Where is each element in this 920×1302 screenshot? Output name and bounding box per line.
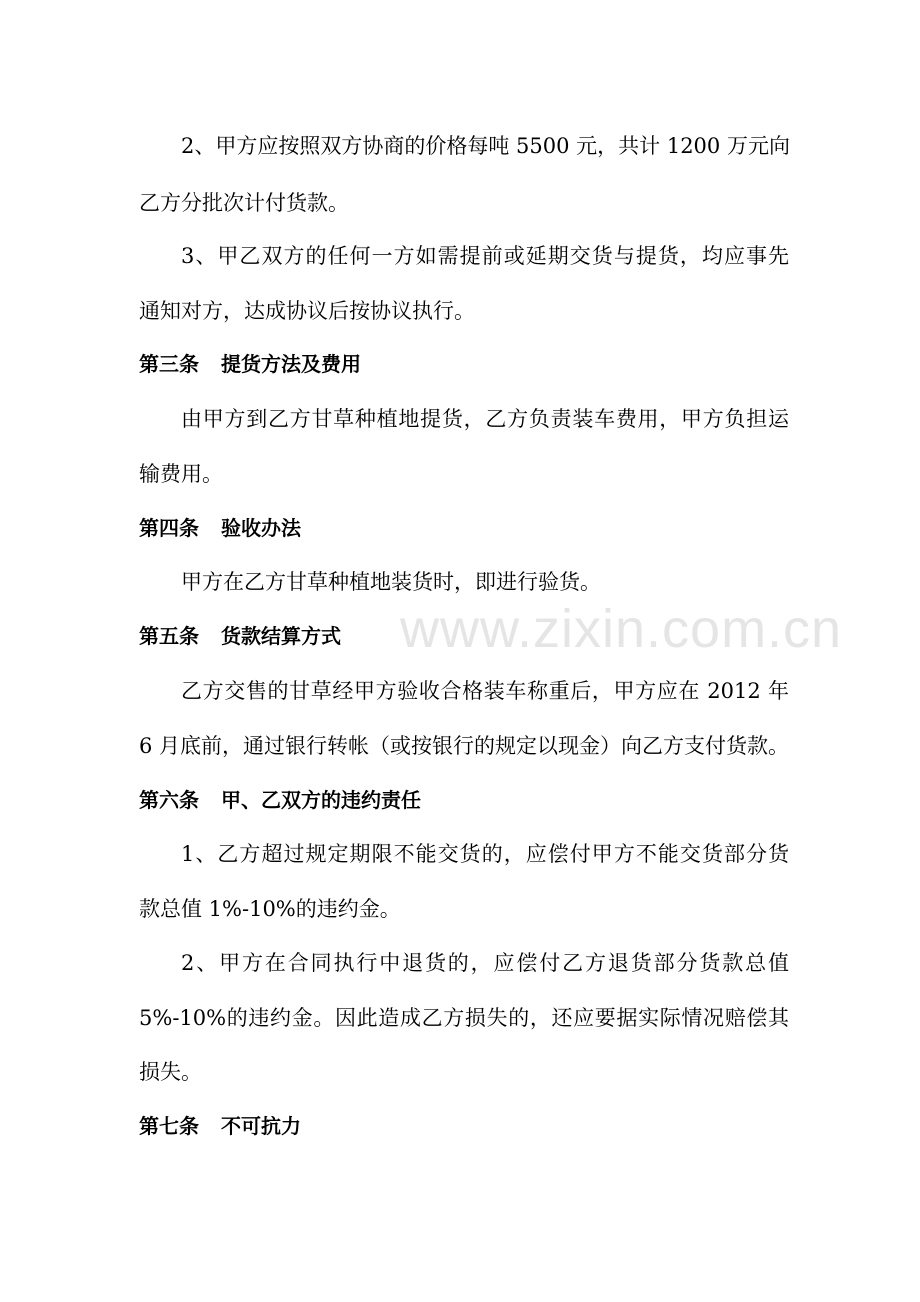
clause-2-3-line-1: 3、甲乙双方的任何一方如需提前或延期交货与提货，均应事先 — [181, 244, 789, 268]
article-4-line-1: 甲方在乙方甘草种植地装货时，即进行验货。 — [181, 570, 601, 594]
article-4-title: 验收办法 — [221, 516, 301, 540]
watermark: www.zixin.com.cn — [400, 599, 843, 659]
article-3-title: 提货方法及费用 — [221, 352, 361, 376]
article-3-line-1: 由甲方到乙方甘草种植地提货，乙方负责装车费用，甲方负担运 — [181, 407, 789, 431]
article-6-2-line-3: 损失。 — [139, 1060, 202, 1084]
article-5-line-2: 6 月底前，通过银行转帐（或按银行的规定以现金）向乙方支付货款。 — [139, 734, 790, 758]
article-6-number: 第六条 — [139, 788, 199, 812]
article-5-title: 货款结算方式 — [221, 624, 341, 648]
article-6-heading — [139, 786, 789, 814]
clause-2-2-line-2: 乙方分批次计付货款。 — [139, 191, 349, 215]
article-4-heading — [139, 514, 789, 542]
article-6-2-line-2: 5%-10%的违约金。因此造成乙方损失的，还应要据实际情况赔偿其 — [139, 1006, 789, 1030]
article-5-heading — [139, 622, 789, 650]
article-3-line-2: 输费用。 — [139, 462, 223, 486]
article-6-1-line-1: 1、乙方超过规定期限不能交货的，应偿付甲方不能交货部分货 — [181, 842, 789, 866]
article-6-1-line-2: 款总值 1%-10%的违约金。 — [139, 897, 401, 921]
article-3-heading — [139, 350, 789, 378]
article-7-number: 第七条 — [139, 1114, 199, 1138]
clause-2-3-line-2: 通知对方，达成协议后按协议执行。 — [139, 299, 475, 323]
article-4-number: 第四条 — [139, 516, 199, 540]
article-3-number: 第三条 — [139, 352, 199, 376]
article-5-line-1: 乙方交售的甘草经甲方验收合格装车称重后，甲方应在 2012 年 — [181, 679, 789, 703]
article-6-title: 甲、乙双方的违约责任 — [221, 788, 421, 812]
article-7-title: 不可抗力 — [221, 1114, 301, 1138]
article-7-heading — [139, 1112, 789, 1140]
article-6-2-line-1: 2、甲方在合同执行中退货的，应偿付乙方退货部分货款总值 — [181, 951, 789, 975]
clause-2-2-line-1: 2、甲方应按照双方协商的价格每吨 5500 元，共计 1200 万元向 — [181, 134, 790, 158]
article-5-number: 第五条 — [139, 624, 199, 648]
